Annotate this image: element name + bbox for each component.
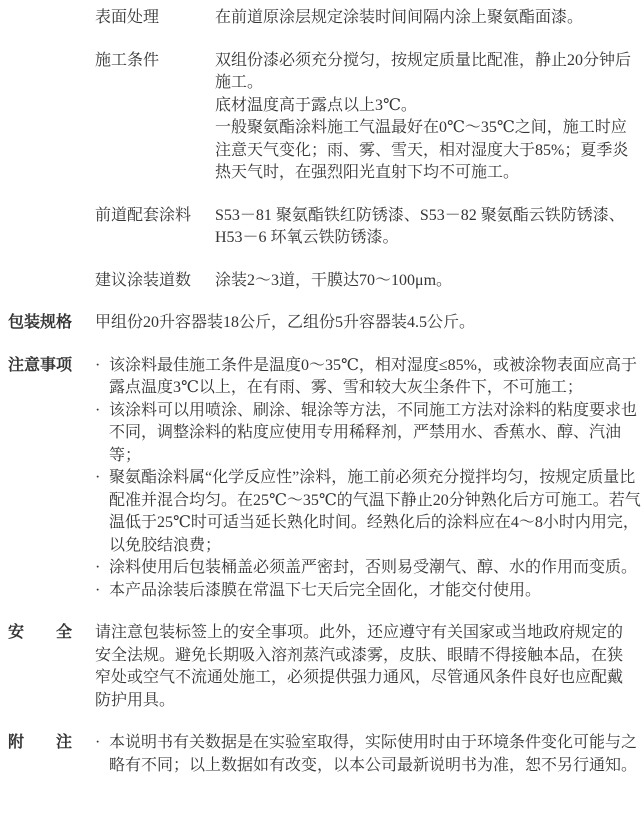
list-item <box>95 732 642 777</box>
list-item <box>95 400 642 468</box>
bullet-marker: · <box>95 581 101 599</box>
row-preceding-coats <box>95 205 642 250</box>
paragraph: 甲组份20升容器装18公斤，乙组份5升容器装4.5公斤。 <box>95 314 476 331</box>
list-item <box>95 580 642 603</box>
section-label: 注意事项 <box>8 356 73 374</box>
row-label: 前道配套涂料 <box>95 206 192 224</box>
list-item-text: 涂料使用后包装桶盖必须盖严密封，否则易受潮气、醇、水的作用而变质。 <box>109 559 638 576</box>
section-label: 安全 <box>8 624 72 641</box>
row-content <box>215 50 635 185</box>
row-label: 建议涂装道数 <box>95 271 192 289</box>
list-item <box>95 355 642 400</box>
section-body <box>95 312 642 335</box>
list-item-text: 本产品涂装后漆膜在常温下七天后完全固化，才能交付使用。 <box>109 581 542 599</box>
bullet-marker: · <box>95 734 101 751</box>
paragraph: 一般聚氨酯涂料施工气温最好在0℃～35℃之间，施工时应注意天气变化；雨、雾、雪天，相对湿度大于85%；夏季炎热天气时，在强烈阳光直射下均不可施工。 <box>215 119 629 181</box>
list-item-text: 本说明书有关数据是在实验室取得，实际使用时由于环境条件变化可能与之略有不同；以上数据如有改变，以本公司最新说明书为准，恕不另行通知。 <box>109 734 638 774</box>
paragraph: 双组份漆必须充分搅匀，按规定质量比配准，静止20分钟后施工。 <box>215 51 632 91</box>
section-precautions <box>0 355 642 603</box>
list-item <box>95 467 642 557</box>
paragraph: 请注意包装标签上的安全事项。此外，还应遵守有关国家或当地政府规定的安全法规。避免长期吸入溶剂蒸汽或漆雾，皮肤、眼睛不得接触本品，在狭窄处或空气不流通处施工，必须提供强力通风，尽管通风条件良好也应配戴防护用具。 <box>95 624 624 709</box>
section-safety <box>0 622 642 712</box>
row-content <box>215 205 635 250</box>
list-item-text: 该涂料最佳施工条件是温度0～35℃，相对湿度≤85%，或被涂物表面应高于露点温度3℃以上，在有雨、雾、雪和较大灰尘条件下，不可施工； <box>109 356 638 396</box>
list-item-text: 该涂料可以用喷涂、刷涂、辊涂等方法，不同施工方法对涂料的粘度要求也不同，调整涂料的粘度应使用专用稀释剂，严禁用水、香蕉水、醇、汽油等； <box>109 401 638 464</box>
row-label: 表面处理 <box>95 9 160 26</box>
paragraph: 涂装2～3道，干膜达70～100μm。 <box>215 271 453 289</box>
list-item-text: 聚氨酯涂料属“化学反应性”涂料，施工前必须充分搅拌均匀，按规定质量比配准并混合均匀。在25℃～35℃的气温下静止20分钟熟化后方可施工。若气温低于25℃时可适当延长熟化时间。经熟化后的涂料应在4～8小时内用完，以免胶结浪费； <box>109 469 641 554</box>
section-remarks <box>0 732 642 777</box>
row-label: 施工条件 <box>95 51 160 69</box>
bullet-marker: · <box>95 469 101 486</box>
row-content <box>215 270 635 293</box>
paragraph: S53－81 聚氨酯铁红防锈漆、S53－82 聚氨酯云铁防锈漆、H53－6 环氧云铁防锈漆。 <box>215 206 625 246</box>
paragraph: 底材温度高于露点以上3℃。 <box>215 96 417 114</box>
row-content <box>215 7 635 30</box>
row-application-conditions <box>95 50 642 185</box>
section-packaging <box>0 312 642 335</box>
section-body <box>95 622 642 712</box>
section-body <box>95 732 642 777</box>
bullet-marker: · <box>95 559 101 576</box>
bullet-marker: · <box>95 401 101 419</box>
paragraph: 在前道原涂层规定涂装时间间隔内涂上聚氨酯面漆。 <box>215 9 584 26</box>
row-surface-treatment <box>95 7 642 30</box>
list-item <box>95 557 642 580</box>
section-label: 包装规格 <box>8 314 73 331</box>
row-recommended-coats <box>95 270 642 293</box>
section-label: 附注 <box>8 734 72 751</box>
bullet-marker: · <box>95 356 101 374</box>
section-body <box>95 355 642 603</box>
